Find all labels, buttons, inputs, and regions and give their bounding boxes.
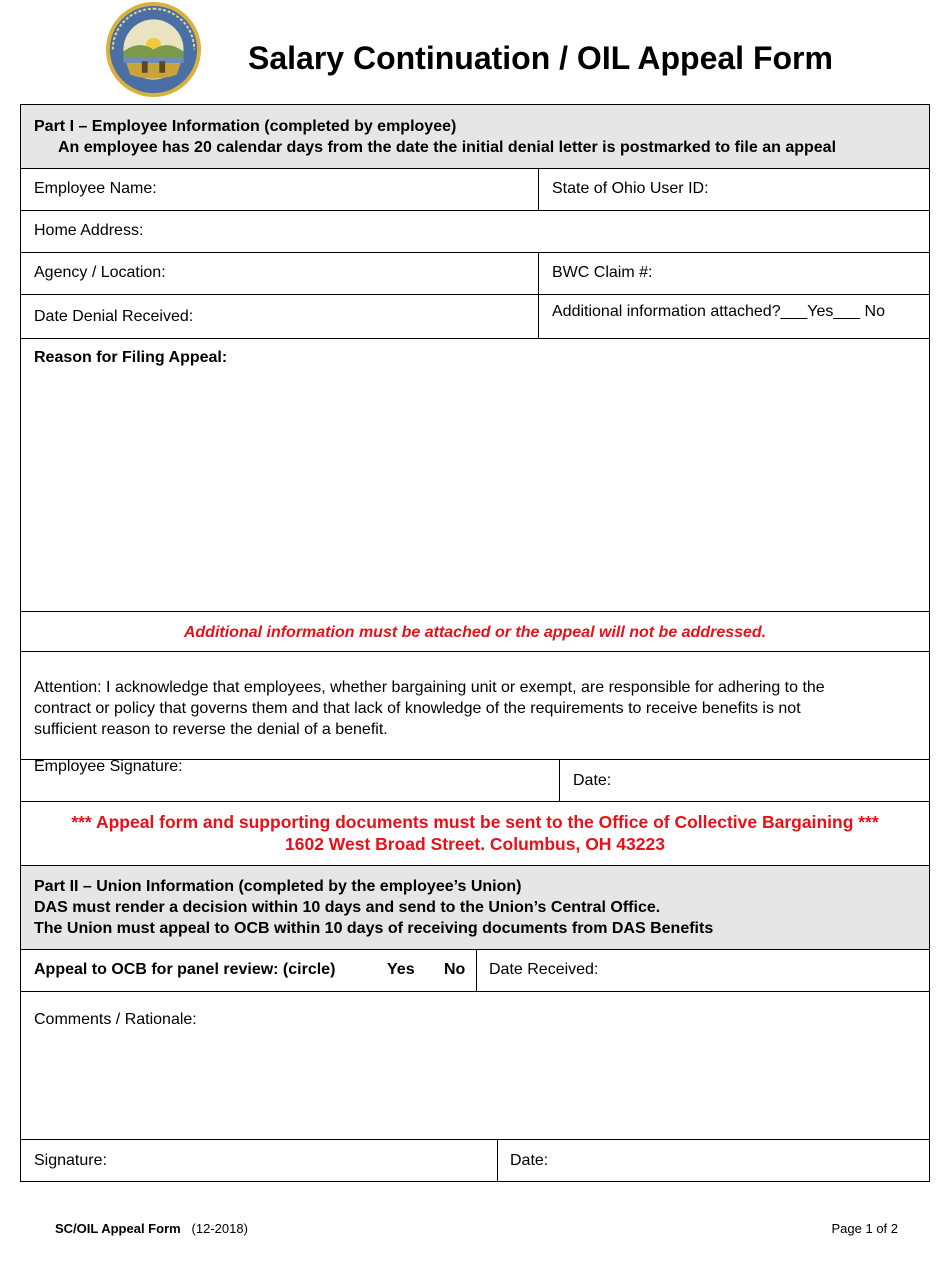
union-signature-field[interactable]	[21, 1140, 497, 1181]
bwc-claim-label: BWC Claim #:	[552, 264, 653, 281]
appeal-panel-review-label: Appeal to OCB for panel review: (circle)	[34, 961, 336, 978]
part2-header	[21, 866, 929, 950]
employee-date-field[interactable]	[559, 760, 929, 801]
date-received-field[interactable]	[476, 950, 929, 991]
attention-row	[21, 652, 929, 760]
footer-form-name: SC/OIL Appeal Form	[55, 1221, 181, 1236]
employee-signature-field[interactable]	[21, 760, 559, 801]
part2-heading: Part II – Union Information (completed by the employee’s Union)	[34, 878, 522, 895]
additional-info-warning: Additional information must be attached or the appeal will not be addressed.	[183, 624, 767, 641]
user-id-field[interactable]	[538, 169, 929, 210]
page-title: Salary Continuation / OIL Appeal Form	[248, 40, 833, 76]
agency-field[interactable]	[21, 253, 538, 294]
agency-label: Agency / Location:	[34, 264, 166, 281]
agency-row	[21, 253, 929, 295]
union-signature-label: Signature:	[34, 1152, 107, 1169]
employee-name-label: Employee Name:	[34, 180, 157, 197]
part2-line-3: The Union must appeal to OCB within 10 days of receiving documents from DAS Benefits	[34, 920, 714, 937]
union-signature-row	[21, 1140, 929, 1181]
appeal-row	[21, 950, 929, 992]
home-address-row[interactable]	[21, 211, 929, 253]
home-address-label: Home Address:	[34, 222, 144, 239]
part1-subheading: An employee has 20 calendar days from the date the initial denial letter is postmarked to file an appeal	[58, 139, 837, 156]
part1-heading: Part I – Employee Information (completed by employee)	[34, 118, 457, 135]
reason-label: Reason for Filing Appeal:	[34, 349, 228, 366]
appeal-yes-option[interactable]: Yes	[387, 961, 415, 978]
date-denial-field[interactable]	[21, 295, 538, 338]
warning-row	[21, 612, 929, 652]
additional-info-field[interactable]	[538, 295, 929, 338]
part1-header	[21, 105, 929, 169]
date-received-label: Date Received:	[489, 961, 599, 978]
employee-signature-row	[21, 760, 929, 802]
footer-revision: (12-2018)	[191, 1221, 248, 1236]
user-id-label: State of Ohio User ID:	[552, 180, 709, 197]
attention-line-2: contract or policy that governs them and that lack of knowledge of the requirements to receive benefits is not	[34, 700, 801, 717]
send-notice: *** Appeal form and supporting documents must be sent to the Office of Collective Bargaining ***	[71, 812, 879, 832]
appeal-no-option[interactable]: No	[444, 961, 466, 978]
attention-line-3: sufficient reason to reverse the denial of a benefit.	[34, 721, 388, 738]
additional-info-label: Additional information attached?___Yes___ No	[552, 303, 885, 320]
ocb-address: 1602 West Broad Street. Columbus, OH 43223	[285, 834, 665, 854]
union-date-field[interactable]	[497, 1140, 929, 1181]
comments-label: Comments / Rationale:	[34, 1011, 197, 1028]
page-header	[0, 0, 950, 104]
state-seal-logo	[105, 1, 202, 98]
date-denial-row	[21, 295, 929, 339]
reason-field[interactable]	[21, 339, 929, 612]
bwc-claim-field[interactable]	[538, 253, 929, 294]
appeal-form	[20, 104, 930, 1182]
attention-line-1: Attention: I acknowledge that employees, whether bargaining unit or exempt, are responsible for adhering to the	[34, 679, 825, 696]
employee-signature-label: Employee Signature:	[34, 758, 183, 775]
employee-name-field[interactable]	[21, 169, 538, 210]
appeal-panel-review-field	[21, 950, 476, 991]
employee-name-row	[21, 169, 929, 211]
union-date-label: Date:	[510, 1152, 549, 1169]
part2-line-2: DAS must render a decision within 10 days and send to the Union’s Central Office.	[34, 899, 661, 916]
footer-form-info	[55, 1221, 248, 1236]
date-denial-label: Date Denial Received:	[34, 308, 194, 325]
send-notice-row	[21, 802, 929, 866]
employee-date-label: Date:	[573, 772, 612, 789]
footer-page-number: Page 1 of 2	[831, 1221, 898, 1236]
comments-field[interactable]	[21, 992, 929, 1140]
